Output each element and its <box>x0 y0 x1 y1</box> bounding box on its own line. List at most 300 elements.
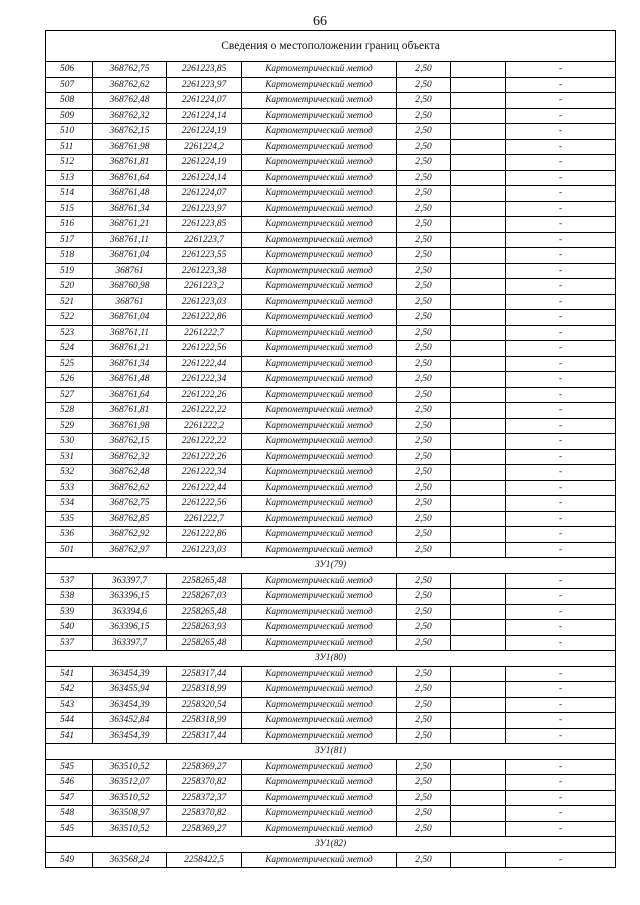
method-cell: Картометрический метод <box>242 852 397 868</box>
description-cell: - <box>506 372 616 388</box>
table-row <box>46 775 616 791</box>
coord-y-cell: 2261223,03 <box>167 294 242 310</box>
boundary-table-container <box>45 30 615 868</box>
coord-x-cell: 363510,52 <box>93 759 167 775</box>
accuracy-cell: 2,50 <box>397 790 451 806</box>
accuracy-cell: 2,50 <box>397 418 451 434</box>
coord-x-cell: 368762,32 <box>93 449 167 465</box>
accuracy-cell: 2,50 <box>397 77 451 93</box>
coord-y-cell: 2258320,54 <box>167 697 242 713</box>
table-row <box>46 248 616 264</box>
point-number-cell: 528 <box>46 403 93 419</box>
description-cell: - <box>506 341 616 357</box>
coord-y-cell: 2258263,93 <box>167 620 242 636</box>
point-number-cell: 510 <box>46 124 93 140</box>
point-number-cell: 536 <box>46 527 93 543</box>
accuracy-cell: 2,50 <box>397 852 451 868</box>
description-cell: - <box>506 434 616 450</box>
description-cell: - <box>506 620 616 636</box>
extra-cell <box>451 790 506 806</box>
coord-x-cell: 368762,15 <box>93 434 167 450</box>
extra-cell <box>451 775 506 791</box>
description-cell: - <box>506 589 616 605</box>
coord-y-cell: 2261222,2 <box>167 418 242 434</box>
extra-cell <box>451 372 506 388</box>
extra-cell <box>451 294 506 310</box>
accuracy-cell: 2,50 <box>397 635 451 651</box>
coord-x-cell: 363394,6 <box>93 604 167 620</box>
method-cell: Картометрический метод <box>242 589 397 605</box>
coord-y-cell: 2258370,82 <box>167 806 242 822</box>
coord-y-cell: 2261224,07 <box>167 186 242 202</box>
description-cell: - <box>506 527 616 543</box>
point-number-cell: 521 <box>46 294 93 310</box>
method-cell: Картометрический метод <box>242 263 397 279</box>
point-number-cell: 506 <box>46 62 93 78</box>
method-cell: Картометрический метод <box>242 170 397 186</box>
accuracy-cell: 2,50 <box>397 759 451 775</box>
extra-cell <box>451 201 506 217</box>
extra-cell <box>451 232 506 248</box>
coord-y-cell: 2261224,14 <box>167 170 242 186</box>
point-number-cell: 549 <box>46 852 93 868</box>
extra-cell <box>451 155 506 171</box>
table-row <box>46 279 616 295</box>
method-cell: Картометрический метод <box>242 790 397 806</box>
coord-y-cell: 2258265,48 <box>167 635 242 651</box>
coord-y-cell: 2261222,34 <box>167 372 242 388</box>
method-cell: Картометрический метод <box>242 449 397 465</box>
accuracy-cell: 2,50 <box>397 341 451 357</box>
accuracy-cell: 2,50 <box>397 108 451 124</box>
extra-cell <box>451 713 506 729</box>
coord-x-cell: 368761,21 <box>93 217 167 233</box>
accuracy-cell: 2,50 <box>397 294 451 310</box>
coord-y-cell: 2261222,26 <box>167 387 242 403</box>
description-cell: - <box>506 93 616 109</box>
point-number-cell: 547 <box>46 790 93 806</box>
coord-x-cell: 368761,11 <box>93 325 167 341</box>
point-number-cell: 542 <box>46 682 93 698</box>
table-row <box>46 480 616 496</box>
coord-x-cell: 368761,98 <box>93 418 167 434</box>
accuracy-cell: 2,50 <box>397 728 451 744</box>
point-number-cell: 507 <box>46 77 93 93</box>
method-cell: Картометрический метод <box>242 604 397 620</box>
coord-y-cell: 2261224,19 <box>167 155 242 171</box>
coord-y-cell: 2258317,44 <box>167 728 242 744</box>
point-number-cell: 545 <box>46 821 93 837</box>
description-cell: - <box>506 310 616 326</box>
point-number-cell: 530 <box>46 434 93 450</box>
point-number-cell: 541 <box>46 666 93 682</box>
coord-x-cell: 368761,04 <box>93 248 167 264</box>
table-row <box>46 759 616 775</box>
table-row <box>46 496 616 512</box>
accuracy-cell: 2,50 <box>397 170 451 186</box>
point-number-cell: 525 <box>46 356 93 372</box>
method-cell: Картометрический метод <box>242 372 397 388</box>
table-row <box>46 387 616 403</box>
coord-y-cell: 2261222,34 <box>167 465 242 481</box>
accuracy-cell: 2,50 <box>397 279 451 295</box>
extra-cell <box>451 542 506 558</box>
method-cell: Картометрический метод <box>242 573 397 589</box>
extra-cell <box>451 511 506 527</box>
table-row <box>46 821 616 837</box>
coord-y-cell: 2261222,7 <box>167 511 242 527</box>
extra-cell <box>451 186 506 202</box>
table-row <box>46 728 616 744</box>
table-row <box>46 511 616 527</box>
method-cell: Картометрический метод <box>242 77 397 93</box>
method-cell: Картометрический метод <box>242 62 397 78</box>
accuracy-cell: 2,50 <box>397 775 451 791</box>
point-number-cell: 537 <box>46 635 93 651</box>
accuracy-cell: 2,50 <box>397 403 451 419</box>
coord-y-cell: 2258372,37 <box>167 790 242 806</box>
point-number-cell: 533 <box>46 480 93 496</box>
accuracy-cell: 2,50 <box>397 806 451 822</box>
point-number-cell: 541 <box>46 728 93 744</box>
table-row <box>46 682 616 698</box>
method-cell: Картометрический метод <box>242 201 397 217</box>
table-row <box>46 263 616 279</box>
method-cell: Картометрический метод <box>242 496 397 512</box>
accuracy-cell: 2,50 <box>397 527 451 543</box>
coord-x-cell: 368761,81 <box>93 155 167 171</box>
accuracy-cell: 2,50 <box>397 465 451 481</box>
coord-y-cell: 2261222,22 <box>167 434 242 450</box>
point-number-cell: 548 <box>46 806 93 822</box>
coord-y-cell: 2261222,86 <box>167 310 242 326</box>
point-number-cell: 524 <box>46 341 93 357</box>
coord-x-cell: 363454,39 <box>93 697 167 713</box>
method-cell: Картометрический метод <box>242 108 397 124</box>
extra-cell <box>451 620 506 636</box>
method-cell: Картометрический метод <box>242 279 397 295</box>
table-row <box>46 527 616 543</box>
coord-x-cell: 368762,15 <box>93 124 167 140</box>
method-cell: Картометрический метод <box>242 155 397 171</box>
coord-x-cell: 363510,52 <box>93 790 167 806</box>
extra-cell <box>451 418 506 434</box>
accuracy-cell: 2,50 <box>397 93 451 109</box>
extra-cell <box>451 496 506 512</box>
extra-cell <box>451 697 506 713</box>
coord-x-cell: 368762,62 <box>93 77 167 93</box>
description-cell: - <box>506 573 616 589</box>
coord-y-cell: 2261224,14 <box>167 108 242 124</box>
coord-y-cell: 2261223,55 <box>167 248 242 264</box>
description-cell: - <box>506 186 616 202</box>
coord-y-cell: 2261222,22 <box>167 403 242 419</box>
accuracy-cell: 2,50 <box>397 124 451 140</box>
extra-cell <box>451 77 506 93</box>
description-cell: - <box>506 155 616 171</box>
extra-cell <box>451 573 506 589</box>
coord-y-cell: 2258318,99 <box>167 682 242 698</box>
method-cell: Картометрический метод <box>242 387 397 403</box>
coord-x-cell: 363512,07 <box>93 775 167 791</box>
coord-y-cell: 2261223,2 <box>167 279 242 295</box>
method-cell: Картометрический метод <box>242 713 397 729</box>
description-cell: - <box>506 852 616 868</box>
coord-x-cell: 368762,48 <box>93 465 167 481</box>
method-cell: Картометрический метод <box>242 403 397 419</box>
coord-y-cell: 2261222,86 <box>167 527 242 543</box>
coord-x-cell: 368762,32 <box>93 108 167 124</box>
point-number-cell: 532 <box>46 465 93 481</box>
description-cell: - <box>506 682 616 698</box>
point-number-cell: 523 <box>46 325 93 341</box>
accuracy-cell: 2,50 <box>397 480 451 496</box>
coord-x-cell: 363397,7 <box>93 635 167 651</box>
description-cell: - <box>506 542 616 558</box>
point-number-cell: 529 <box>46 418 93 434</box>
coord-y-cell: 2258267,03 <box>167 589 242 605</box>
extra-cell <box>451 449 506 465</box>
extra-cell <box>451 248 506 264</box>
table-row <box>46 139 616 155</box>
description-cell: - <box>506 139 616 155</box>
section-label: ЗУ1(81) <box>46 744 616 760</box>
accuracy-cell: 2,50 <box>397 62 451 78</box>
accuracy-cell: 2,50 <box>397 139 451 155</box>
table-row <box>46 170 616 186</box>
description-cell: - <box>506 201 616 217</box>
point-number-cell: 538 <box>46 589 93 605</box>
page-number: 66 <box>313 14 327 29</box>
section-header-row <box>46 558 616 574</box>
coord-x-cell: 363397,7 <box>93 573 167 589</box>
method-cell: Картометрический метод <box>242 728 397 744</box>
accuracy-cell: 2,50 <box>397 604 451 620</box>
point-number-cell: 516 <box>46 217 93 233</box>
description-cell: - <box>506 759 616 775</box>
accuracy-cell: 2,50 <box>397 620 451 636</box>
point-number-cell: 539 <box>46 604 93 620</box>
method-cell: Картометрический метод <box>242 139 397 155</box>
coord-x-cell: 363454,39 <box>93 666 167 682</box>
point-number-cell: 537 <box>46 573 93 589</box>
description-cell: - <box>506 713 616 729</box>
accuracy-cell: 2,50 <box>397 248 451 264</box>
extra-cell <box>451 465 506 481</box>
accuracy-cell: 2,50 <box>397 217 451 233</box>
coord-x-cell: 368761,64 <box>93 170 167 186</box>
coord-x-cell: 368761,48 <box>93 372 167 388</box>
accuracy-cell: 2,50 <box>397 573 451 589</box>
accuracy-cell: 2,50 <box>397 356 451 372</box>
coord-x-cell: 368762,75 <box>93 496 167 512</box>
accuracy-cell: 2,50 <box>397 232 451 248</box>
description-cell: - <box>506 465 616 481</box>
method-cell: Картометрический метод <box>242 294 397 310</box>
description-cell: - <box>506 604 616 620</box>
coord-y-cell: 2261222,44 <box>167 480 242 496</box>
method-cell: Картометрический метод <box>242 542 397 558</box>
description-cell: - <box>506 418 616 434</box>
table-row <box>46 449 616 465</box>
extra-cell <box>451 666 506 682</box>
method-cell: Картометрический метод <box>242 341 397 357</box>
method-cell: Картометрический метод <box>242 434 397 450</box>
description-cell: - <box>506 635 616 651</box>
coord-y-cell: 2261222,44 <box>167 356 242 372</box>
coord-y-cell: 2261223,97 <box>167 77 242 93</box>
extra-cell <box>451 480 506 496</box>
method-cell: Картометрический метод <box>242 620 397 636</box>
coord-x-cell: 363396,15 <box>93 620 167 636</box>
description-cell: - <box>506 403 616 419</box>
table-row <box>46 310 616 326</box>
coord-y-cell: 2261224,19 <box>167 124 242 140</box>
method-cell: Картометрический метод <box>242 325 397 341</box>
table-row <box>46 589 616 605</box>
coord-x-cell: 363454,39 <box>93 728 167 744</box>
description-cell: - <box>506 697 616 713</box>
method-cell: Картометрический метод <box>242 217 397 233</box>
point-number-cell: 519 <box>46 263 93 279</box>
extra-cell <box>451 527 506 543</box>
coord-x-cell: 368761,34 <box>93 201 167 217</box>
method-cell: Картометрический метод <box>242 806 397 822</box>
extra-cell <box>451 728 506 744</box>
point-number-cell: 517 <box>46 232 93 248</box>
point-number-cell: 509 <box>46 108 93 124</box>
table-row <box>46 155 616 171</box>
coord-x-cell: 368761,48 <box>93 186 167 202</box>
description-cell: - <box>506 248 616 264</box>
coord-x-cell: 368761,81 <box>93 403 167 419</box>
extra-cell <box>451 62 506 78</box>
table-row <box>46 635 616 651</box>
point-number-cell: 546 <box>46 775 93 791</box>
method-cell: Картометрический метод <box>242 356 397 372</box>
table-row <box>46 418 616 434</box>
extra-cell <box>451 604 506 620</box>
table-row <box>46 465 616 481</box>
coord-x-cell: 363452,84 <box>93 713 167 729</box>
table-row <box>46 542 616 558</box>
coord-x-cell: 368761,21 <box>93 341 167 357</box>
coord-x-cell: 368761,34 <box>93 356 167 372</box>
table-title: Сведения о местоположении границ объекта <box>46 31 616 62</box>
table-row <box>46 604 616 620</box>
point-number-cell: 513 <box>46 170 93 186</box>
table-row <box>46 217 616 233</box>
coord-y-cell: 2261223,03 <box>167 542 242 558</box>
table-row <box>46 852 616 868</box>
accuracy-cell: 2,50 <box>397 821 451 837</box>
accuracy-cell: 2,50 <box>397 155 451 171</box>
extra-cell <box>451 108 506 124</box>
coord-x-cell: 368761 <box>93 294 167 310</box>
table-row <box>46 403 616 419</box>
extra-cell <box>451 635 506 651</box>
accuracy-cell: 2,50 <box>397 511 451 527</box>
coord-y-cell: 2261222,7 <box>167 325 242 341</box>
accuracy-cell: 2,50 <box>397 310 451 326</box>
extra-cell <box>451 263 506 279</box>
coord-y-cell: 2261223,7 <box>167 232 242 248</box>
point-number-cell: 515 <box>46 201 93 217</box>
point-number-cell: 511 <box>46 139 93 155</box>
method-cell: Картометрический метод <box>242 232 397 248</box>
coord-y-cell: 2258369,27 <box>167 759 242 775</box>
table-row <box>46 201 616 217</box>
description-cell: - <box>506 108 616 124</box>
description-cell: - <box>506 511 616 527</box>
section-label: ЗУ1(82) <box>46 837 616 853</box>
extra-cell <box>451 356 506 372</box>
description-cell: - <box>506 775 616 791</box>
coord-x-cell: 368762,48 <box>93 93 167 109</box>
point-number-cell: 544 <box>46 713 93 729</box>
method-cell: Картометрический метод <box>242 124 397 140</box>
accuracy-cell: 2,50 <box>397 542 451 558</box>
method-cell: Картометрический метод <box>242 666 397 682</box>
point-number-cell: 543 <box>46 697 93 713</box>
method-cell: Картометрический метод <box>242 511 397 527</box>
coord-y-cell: 2261222,26 <box>167 449 242 465</box>
extra-cell <box>451 852 506 868</box>
section-label: ЗУ1(80) <box>46 651 616 667</box>
method-cell: Картометрический метод <box>242 186 397 202</box>
section-header-row <box>46 651 616 667</box>
extra-cell <box>451 387 506 403</box>
coord-x-cell: 368762,92 <box>93 527 167 543</box>
method-cell: Картометрический метод <box>242 821 397 837</box>
point-number-cell: 518 <box>46 248 93 264</box>
table-row <box>46 697 616 713</box>
table-row <box>46 806 616 822</box>
extra-cell <box>451 759 506 775</box>
accuracy-cell: 2,50 <box>397 697 451 713</box>
table-row <box>46 124 616 140</box>
point-number-cell: 508 <box>46 93 93 109</box>
coord-y-cell: 2258265,48 <box>167 604 242 620</box>
coord-y-cell: 2261224,07 <box>167 93 242 109</box>
coord-y-cell: 2258317,44 <box>167 666 242 682</box>
method-cell: Картометрический метод <box>242 93 397 109</box>
table-row <box>46 434 616 450</box>
description-cell: - <box>506 232 616 248</box>
point-number-cell: 534 <box>46 496 93 512</box>
accuracy-cell: 2,50 <box>397 713 451 729</box>
table-row <box>46 372 616 388</box>
coord-x-cell: 363508,97 <box>93 806 167 822</box>
section-label: ЗУ1(79) <box>46 558 616 574</box>
table-row <box>46 232 616 248</box>
coord-x-cell: 368761,04 <box>93 310 167 326</box>
point-number-cell: 514 <box>46 186 93 202</box>
accuracy-cell: 2,50 <box>397 372 451 388</box>
description-cell: - <box>506 294 616 310</box>
coord-x-cell: 363455,94 <box>93 682 167 698</box>
coord-x-cell: 368762,97 <box>93 542 167 558</box>
point-number-cell: 526 <box>46 372 93 388</box>
description-cell: - <box>506 480 616 496</box>
point-number-cell: 512 <box>46 155 93 171</box>
method-cell: Картометрический метод <box>242 759 397 775</box>
method-cell: Картометрический метод <box>242 465 397 481</box>
table-row <box>46 573 616 589</box>
extra-cell <box>451 93 506 109</box>
accuracy-cell: 2,50 <box>397 387 451 403</box>
description-cell: - <box>506 124 616 140</box>
